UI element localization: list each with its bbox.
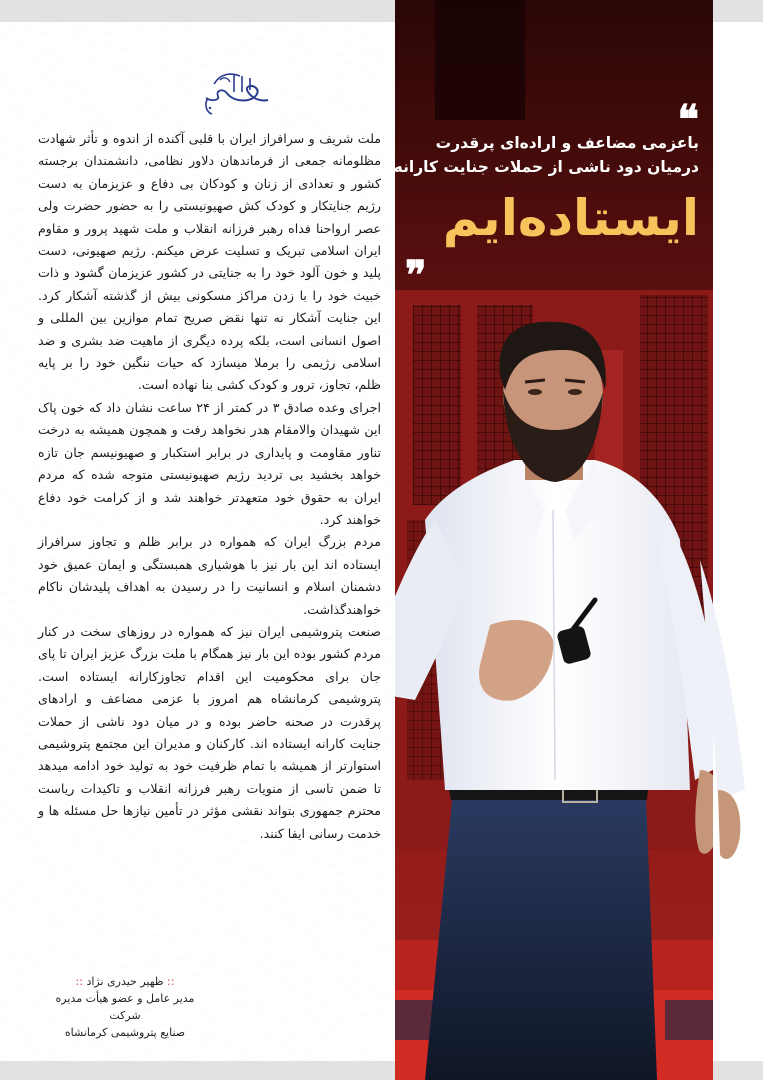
pants-shape	[425, 770, 657, 1080]
right-margin	[713, 22, 763, 1061]
headline-line-2: درمیان دود ناشی از حملات جنایت کارانه	[393, 158, 699, 176]
signatory-name	[40, 973, 210, 990]
body-paragraph: ملت شریف و سرافراز ایران با قلبی آکنده از اندوه و تأثر شهادت مظلومانه جمعی از فرماندهان دلاور نظامی، دانشمندان برجسته کشور و تعدادی از زنان و کودکان بی دفاع و عزیزمان به دست رژیم جنایتکار و کودک کش صهیونیستی را به حضور حضرت ولی عصر ارواحنا فداه رهبر فرزانه انقلاب و ملت شهید پرور و مقاوم ایران اسلامی تبریک و تسلیت عرض میکنم. رژیم صهیونی، دست پلید و خون آلود خود را به جنایتی در کشور عزیزمان گشود و ذات خبیث خود را با زدن مراکز مسکونی بیش از گذشته آشکار کرد. این جنایت آشکار نه تنها نقض صریح تمام موازین بین المللی و اصول انسانی است، بلکه پرده دیگری از ماهیت ضد بشری و ضد اسلامی رژیمی را برملا میسازد که حیات ننگین خود را بر پایه ظلم، تجاوز، ترور و کودک کشی بنا نهاده است.	[38, 131, 381, 393]
open-quote-icon: ❝	[677, 96, 699, 143]
signatory-name-text: ظهیر حیدری نژاد	[86, 975, 164, 988]
body-paragraph: مردم بزرگ ایران که همواره در برابر ظلم و تجاوز سرافراز ایستاده اند این بار نیز با هوشیاری همبستگی و ایمان عمیق خود دشمنان اسلام و انسانیت را در رسیدن به اهداف پلیدشان ناکام خواهندگذاشت.	[38, 534, 381, 617]
body-paragraph: صنعت پتروشیمی ایران نیز که همواره در روزهای سخت در کنار مردم کشور بوده این بار نیز همگام با ملت بزرگ عزیز ایران تا پای جان برای محکومیت این اقدام تجاوزکارانه ایستاده است. پتروشیمی کرمانشاه هم امروز با عزمی مضاعف و ارادهای پرقدرت در صحنه حاضر بوده و در میان دود ناشی از حملات جنایت کارانه ایستاده اند. کارکنان و مدیران این مجتمع پتروشیمی استوارتر از همیشه با تمام ظرفیت خود به تولید خود ادامه میدهد تا ضمن تاسی از منویات رهبر فرزانه انقلاب و تاکیدات ریاست محترم جمهوری بتواند نقشی مؤثر در تأمین نیازها حل مسئله ها و خدمت رسانی ایفا کنند.	[38, 623, 381, 841]
ornament-icon: ::	[75, 975, 83, 988]
calligraphy-icon	[190, 62, 280, 118]
headline-line-1: باعزمی مضاعف و اراده‌ای پرقدرت	[435, 134, 699, 152]
statement-body	[38, 128, 381, 845]
bismillah-calligraphy	[190, 62, 280, 118]
headline-emphasis: ایستاده‌ایم	[442, 189, 699, 247]
close-quote-icon: ❞	[405, 252, 427, 299]
body-paragraph: اجرای وعده صادق ۳ در کمتر از ۲۴ ساعت نشان داد که خون پاک این شهیدان والامقام هدر نخواهد رفت و همچون همیشه به درخت تناور مقاومت و پایداری در برابر استکبار و صهیونیسم جان تازه خواهد بخشید بی تردید رژیم صهیونیستی متوجه شده که مردم ایران به حقوق خود متعهدتر خواهند شد و از کرامت خود دفاع خواهند کرد.	[38, 399, 381, 527]
ornament-icon: ::	[167, 975, 175, 988]
signature-block	[40, 973, 210, 1041]
signatory-title-2: صنایع پتروشیمی کرمانشاه	[64, 1026, 186, 1039]
headline-block	[393, 96, 713, 300]
signatory-title-1: مدیر عامل و عضو هیأت مدیره شرکت	[55, 992, 195, 1022]
